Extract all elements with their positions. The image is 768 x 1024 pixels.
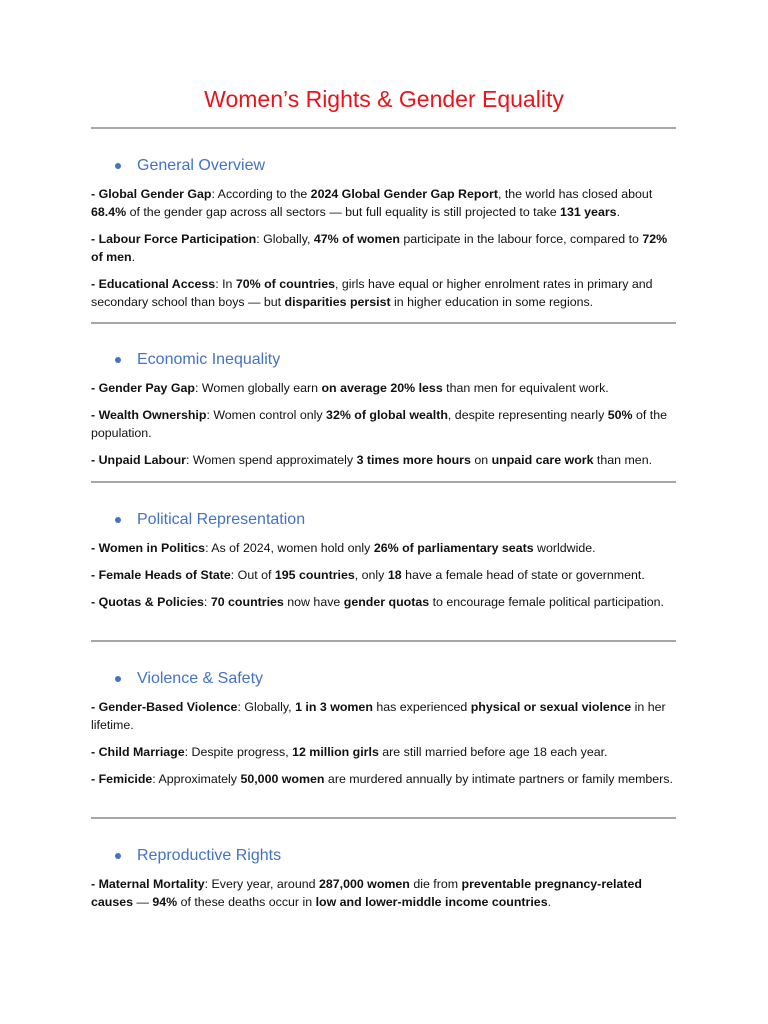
text-run: : Women control only: [206, 408, 327, 422]
page-title: Women’s Rights & Gender Equality: [204, 86, 564, 112]
bold-text: 287,000 women: [318, 877, 410, 891]
bold-text: - Maternal Mortality: [91, 877, 205, 891]
bold-text: 72% of men: [91, 232, 668, 264]
text-run: in higher education in some regions.: [390, 295, 594, 309]
bold-text: gender quotas: [343, 595, 430, 609]
bold-text: 68.4%: [91, 205, 127, 219]
list-item: [91, 566, 676, 584]
bold-text: - Labour Force Participation: [91, 232, 257, 246]
text-run: : Women globally earn: [194, 381, 322, 395]
bold-text: 1 in 3 women: [295, 700, 373, 714]
text-run: : Despite progress,: [184, 745, 293, 759]
bold-text: 3 times more hours: [356, 453, 471, 467]
list-item: [91, 185, 676, 221]
section-heading: [91, 668, 676, 690]
bold-text: - Female Heads of State: [91, 568, 231, 582]
divider: [91, 127, 676, 129]
text-run: : Women spend approximately: [186, 453, 357, 467]
text-run: than men.: [593, 453, 653, 467]
bold-text: - Wealth Ownership: [91, 408, 207, 422]
text-run: : Approximately: [152, 772, 241, 786]
section-heading-text: Reproductive Rights: [137, 847, 282, 864]
section-items: [91, 185, 676, 311]
bold-text: 131 years: [560, 205, 617, 219]
list-item: [91, 539, 676, 557]
text-run: : In: [215, 277, 236, 291]
section-heading: [91, 509, 676, 531]
bold-text: - Gender-Based Violence: [91, 700, 238, 714]
bold-text: 32% of global wealth: [326, 408, 448, 422]
bold-text: 50%: [607, 408, 633, 422]
text-run: has experienced: [372, 700, 471, 714]
text-run: have a female head of state or government.: [401, 568, 645, 582]
bold-text: 18: [387, 568, 402, 582]
section-items: [91, 698, 676, 788]
divider: [91, 322, 676, 324]
bold-text: - Unpaid Labour: [91, 453, 186, 467]
text-run: .: [616, 205, 621, 219]
list-item: [91, 230, 676, 266]
list-item: [91, 275, 676, 311]
section-items: [91, 875, 676, 911]
bullet-icon: [115, 357, 121, 363]
bullet-icon: [115, 163, 121, 169]
bold-text: preventable pregnancy-related causes: [91, 877, 642, 909]
text-run: : Out of: [230, 568, 275, 582]
list-item: [91, 379, 676, 397]
bold-text: low and lower-middle income countries: [315, 895, 548, 909]
divider: [91, 817, 676, 819]
section-general-overview: [91, 155, 676, 320]
bold-text: 94%: [152, 895, 178, 909]
text-run: —: [133, 895, 153, 909]
bold-text: - Global Gender Gap: [91, 187, 212, 201]
text-run: are murdered annually by intimate partners or family members.: [324, 772, 673, 786]
list-item: [91, 770, 676, 788]
section-violence-safety: [91, 668, 676, 797]
bold-text: disparities persist: [284, 295, 391, 309]
bold-text: - Femicide: [91, 772, 153, 786]
text-run: : As of 2024, women hold only: [205, 541, 374, 555]
bold-text: - Women in Politics: [91, 541, 206, 555]
bullet-icon: [115, 517, 121, 523]
text-run: , girls have equal or higher enrolment rates in primary and secondary school than boys — but: [91, 277, 653, 309]
text-run: now have: [283, 595, 344, 609]
list-item: [91, 875, 676, 911]
section-heading: [91, 349, 676, 371]
section-heading-text: Violence & Safety: [137, 670, 264, 687]
section-heading-text: Economic Inequality: [137, 351, 281, 368]
section-heading: [91, 155, 676, 177]
text-run: : Globally,: [237, 700, 296, 714]
text-run: : Every year, around: [204, 877, 319, 891]
bold-text: 50,000 women: [240, 772, 325, 786]
bold-text: 12 million girls: [292, 745, 379, 759]
text-run: participate in the labour force, compared to: [399, 232, 643, 246]
bold-text: 2024 Global Gender Gap Report: [310, 187, 498, 201]
bold-text: - Quotas & Policies: [91, 595, 204, 609]
list-item: [91, 743, 676, 761]
divider: [91, 481, 676, 483]
text-run: , the world has closed about: [497, 187, 653, 201]
bold-text: 26% of parliamentary seats: [373, 541, 534, 555]
text-run: .: [547, 895, 552, 909]
text-run: of the gender gap across all sectors — but full equality is still projected to take: [126, 205, 561, 219]
section-items: [91, 379, 676, 469]
bold-text: 70% of countries: [235, 277, 336, 291]
bold-text: 70 countries: [210, 595, 284, 609]
text-run: than men for equivalent work.: [442, 381, 609, 395]
text-run: : Globally,: [256, 232, 314, 246]
list-item: [91, 593, 676, 611]
bold-text: physical or sexual violence: [470, 700, 632, 714]
bold-text: - Child Marriage: [91, 745, 185, 759]
text-run: .: [131, 250, 136, 264]
section-economic-inequality: [91, 349, 676, 478]
section-heading: [91, 845, 676, 867]
bold-text: - Educational Access: [91, 277, 216, 291]
list-item: [91, 698, 676, 734]
section-reproductive-rights: [91, 845, 676, 920]
bold-text: unpaid care work: [491, 453, 594, 467]
bullet-icon: [115, 853, 121, 859]
bold-text: - Gender Pay Gap: [91, 381, 195, 395]
text-run: of these deaths occur in: [177, 895, 316, 909]
bold-text: 47% of women: [313, 232, 400, 246]
text-run: die from: [409, 877, 462, 891]
text-run: to encourage female political participation.: [429, 595, 664, 609]
section-political-representation: [91, 509, 676, 620]
text-run: , only: [354, 568, 388, 582]
text-run: of the population.: [91, 408, 667, 440]
divider: [91, 640, 676, 642]
text-run: : According to the: [211, 187, 311, 201]
bullet-icon: [115, 676, 121, 682]
bold-text: 195 countries: [274, 568, 355, 582]
text-run: are still married before age 18 each year.: [378, 745, 608, 759]
section-heading-text: General Overview: [137, 157, 266, 174]
section-items: [91, 539, 676, 611]
bold-text: on average 20% less: [321, 381, 443, 395]
list-item: [91, 406, 676, 442]
text-run: :: [203, 595, 211, 609]
text-run: worldwide.: [533, 541, 596, 555]
list-item: [91, 451, 676, 469]
section-heading-text: Political Representation: [137, 511, 306, 528]
text-run: , despite representing nearly: [447, 408, 608, 422]
text-run: in her lifetime.: [91, 700, 666, 732]
text-run: on: [470, 453, 492, 467]
